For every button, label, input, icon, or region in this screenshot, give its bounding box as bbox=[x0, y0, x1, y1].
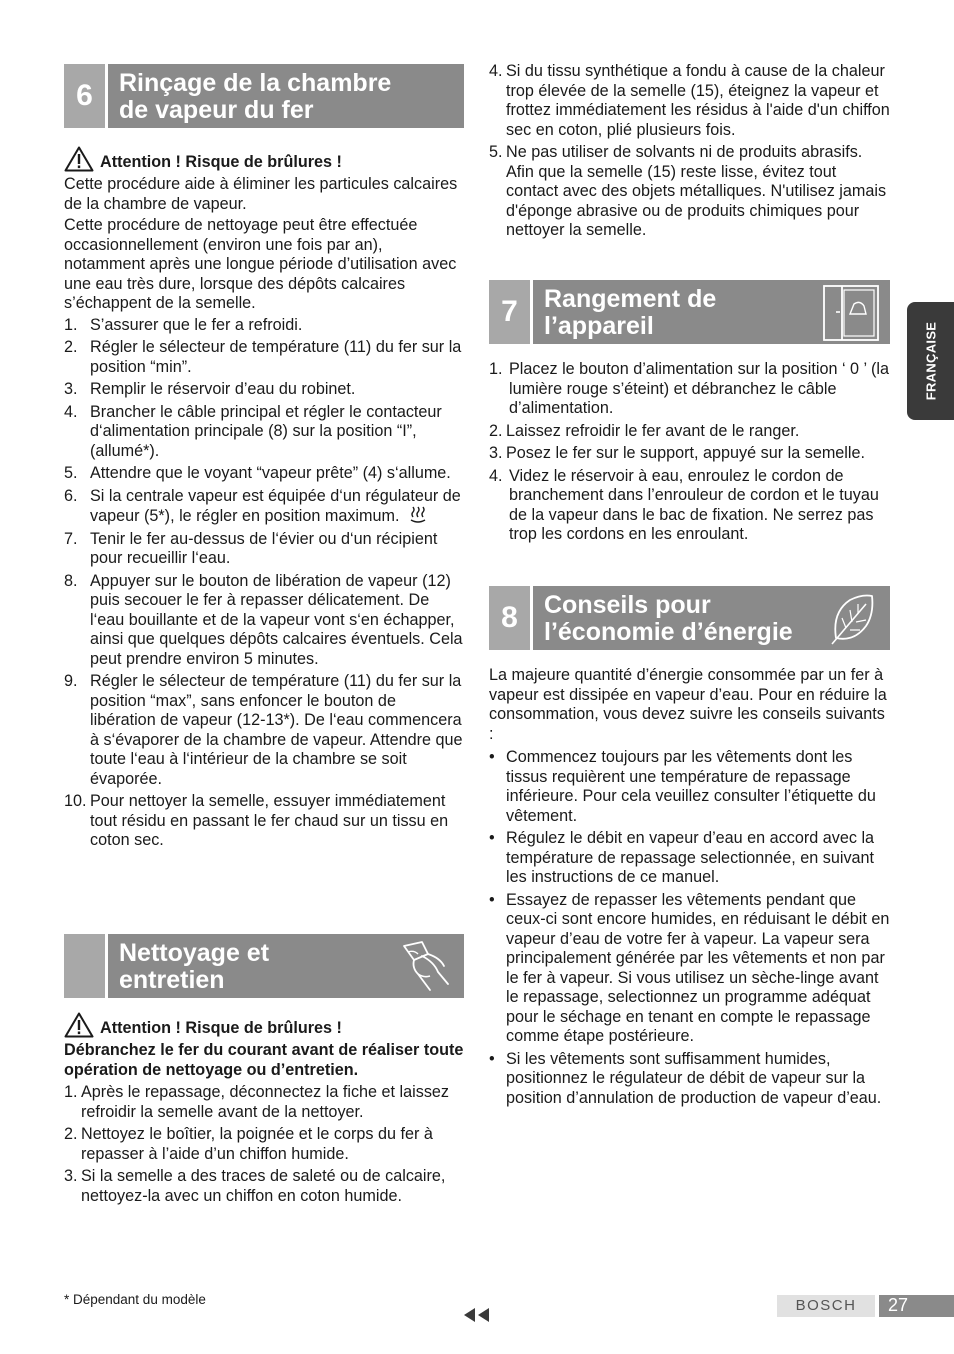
list-item: 4. Brancher le câble principal et régler le contacteur d‘alimentation principale (8) sur la position “I”, (allumé*). bbox=[64, 402, 442, 460]
list-item: 6. Si la centrale vapeur est équipée d‘un régulateur de vapeur (5*), le régler en position maximum. bbox=[64, 486, 461, 525]
section-7-title-line-1: Rangement de bbox=[544, 285, 717, 313]
list-item: 7. Tenir le fer au-dessus de l‘évier ou d‘un récipient pour recueillir l‘eau. bbox=[64, 529, 438, 567]
section-8-bullets bbox=[489, 748, 891, 1108]
section-8-body bbox=[489, 666, 891, 1111]
section-7-title bbox=[544, 286, 716, 340]
list-item: 1. Après le repassage, déconnectez la fiche et laissez refroidir la semelle avant de la nettoyer. bbox=[64, 1083, 450, 1121]
warning-triangle-icon bbox=[64, 146, 94, 172]
list-item: 2. Nettoyez le boîtier, la poignée et le corps du fer à repasser à l’aide d’un chiffon humide. bbox=[64, 1125, 433, 1163]
list-item: • Commencez toujours par les vêtements dont les tissus requièrent une température de repassage inférieure. Pour cela veuillez consulter l’étiquette du vêtement. bbox=[489, 748, 891, 826]
section-6-title-line-1: Rinçage de la chambre bbox=[119, 69, 392, 97]
section-8-header bbox=[489, 586, 890, 650]
list-item: 1. S’assurer que le fer a refroidi. bbox=[64, 315, 303, 334]
leaf-icon bbox=[828, 590, 878, 646]
cleaning-warning-text: Attention ! Risque de brûlures ! bbox=[100, 1018, 342, 1037]
steam-max-icon bbox=[408, 506, 428, 524]
section-7-title-line-2: l’appareil bbox=[544, 312, 654, 340]
section-8-number: 8 bbox=[489, 586, 530, 650]
list-item: 5. Ne pas utiliser de solvants ni de produits abrasifs. Afin que la semelle (15) reste lisse, évitez tout contact avec des objets métalliques. N'utilisez jamais d'éponge abrasive ou de produits chimiques pour nettoyer la semelle. bbox=[489, 143, 887, 239]
cleaning-body bbox=[64, 1012, 466, 1209]
section-6-intro-1: Cette procédure aide à éliminer les particules calcaires de la chambre de vapeur. bbox=[64, 175, 458, 213]
list-item: • Régulez le débit en vapeur d’eau en accord avec la température de repassage selectionnée, en suivant les instructions de ce manuel. bbox=[489, 829, 891, 888]
language-tab bbox=[907, 302, 954, 420]
cleaning-header bbox=[64, 934, 464, 998]
cleaning-hand-icon bbox=[394, 938, 456, 996]
list-item: 5. Attendre que le voyant “vapeur prête” (4) s‘allume. bbox=[64, 464, 451, 482]
section-6-steps bbox=[64, 316, 466, 851]
page-number: 27 bbox=[879, 1295, 954, 1317]
language-tab-label: FRANÇAISE bbox=[922, 321, 938, 401]
section-6-header bbox=[64, 64, 464, 128]
list-item: 2. Laissez refroidir le fer avant de le ranger. bbox=[489, 421, 800, 440]
section-6-body bbox=[64, 146, 466, 854]
section-6-warning bbox=[64, 146, 466, 172]
list-item: • Si les vêtements sont suffisamment humides, positionnez le régulateur de débit de vapeur sur la position d’annulation de production de vapeur d’eau. bbox=[489, 1050, 891, 1109]
cleaning-steps-left bbox=[64, 1083, 466, 1206]
previous-page-icon[interactable] bbox=[463, 1307, 491, 1323]
section-8-title bbox=[544, 592, 793, 646]
list-item: 8. Appuyer sur le bouton de libération de vapeur (12) puis secouer le fer à repasser délicatement. De l‘eau bouillante et de la vapeur vont s‘en échapper, ainsi que quelques dépôts calcaires éventuels. Cela peut prendre environ 5 minutes. bbox=[64, 571, 463, 668]
list-item: 9. Régler le sélecteur de température (11) du fer sur la position “max”, sans enfoncer le bouton de libération de vapeur (12-13*). De l‘eau commencera à s‘évaporer de la chambre de vapeur. Attendre que toute l‘eau à l‘intérieur de la chambre se soit évaporée. bbox=[64, 672, 463, 788]
list-item: 3. Si la semelle a des traces de saleté ou de calcaire, nettoyez-la avec un chiffon en coton humide. bbox=[64, 1167, 446, 1205]
cleaning-steps-right bbox=[489, 62, 891, 241]
cleaning-body-continued bbox=[489, 62, 891, 244]
section-6-title-line-2: de vapeur du fer bbox=[119, 96, 314, 124]
cleaning-title bbox=[119, 940, 269, 994]
cleaning-title-line-1: Nettoyage et bbox=[119, 939, 270, 967]
section-7-steps bbox=[489, 360, 891, 545]
section-8-title-line-2: l’économie d’énergie bbox=[544, 618, 793, 646]
section-8-intro: La majeure quantité d’énergie consommée par un fer à vapeur est dissipée en vapeur d’eau. Pour en réduire la consommation, vous devez suivre les conseils suivants : bbox=[489, 666, 887, 743]
footnote: * Dépendant du modèle bbox=[64, 1292, 206, 1307]
list-item: 10. Pour nettoyer la semelle, essuyer immédiatement tout résidu en passant le fer chaud sur un tissu en coton sec. bbox=[64, 792, 449, 849]
section-6-warning-text: Attention ! Risque de brûlures ! bbox=[100, 152, 342, 171]
list-item: • Essayez de repasser les vêtements pendant que ceux-ci sont encore humides, en réduisant le débit en vapeur d’eau de votre fer à vapeur. La vapeur sera principalement générée par les vêtements et non par le fer à vapeur. Si vous utilisez un sèche-linge avant le repassage, selectionnez un programme adéquat pour le séchage en tenant en compte le repassage comme étape postérieure. bbox=[489, 891, 891, 1047]
brand-label: BOSCH bbox=[777, 1295, 875, 1317]
storage-cabinet-icon bbox=[820, 284, 882, 342]
section-8-title-line-1: Conseils pour bbox=[544, 591, 711, 619]
list-item: 3. Remplir le réservoir d’eau du robinet. bbox=[64, 380, 356, 398]
section-7-body bbox=[489, 360, 891, 548]
section-6-number: 6 bbox=[64, 64, 105, 128]
list-item: 4. Videz le réservoir à eau, enroulez le cordon de branchement dans l’enrouleur de cordon et le tuyau de la vapeur dans le bac de fixation. Ne serrez pas trop les cordons en les enroulant. bbox=[489, 466, 879, 543]
list-item: 2. Régler le sélecteur de température (11) du fer sur la position “min”. bbox=[64, 338, 462, 376]
section-6-title bbox=[119, 70, 391, 124]
section-6-intro-2: Cette procédure de nettoyage peut être effectuée occasionnellement (environ une fois par an), notamment après une longue période d’utilisation avec une eau très dure, lorsque des dépôts calcaires s’échappent de la semelle. bbox=[64, 216, 457, 312]
warning-triangle-icon bbox=[64, 1012, 94, 1038]
section-7-header bbox=[489, 280, 890, 344]
cleaning-warning bbox=[64, 1012, 466, 1038]
list-item: 3. Posez le fer sur le support, appuyé sur la semelle. bbox=[489, 444, 866, 462]
list-item: 4. Si du tissu synthétique a fondu à cause de la chaleur trop élevée de la semelle (15), éteignez la vapeur et frottez immédiatement les résidus à l'aide d'un chiffon sec en coton, plié plusieurs fois. bbox=[489, 62, 890, 139]
section-7-number: 7 bbox=[489, 280, 530, 344]
list-item: 1. Placez le bouton d’alimentation sur la position ‘ 0 ’ (la lumière rouge s’éteint) et débranchez le câble d’alimentation. bbox=[489, 360, 890, 417]
cleaning-title-line-2: entretien bbox=[119, 966, 225, 994]
cleaning-notice: Débranchez le fer du courant avant de réaliser toute opération de nettoyage ou d’entretien. bbox=[64, 1041, 464, 1079]
